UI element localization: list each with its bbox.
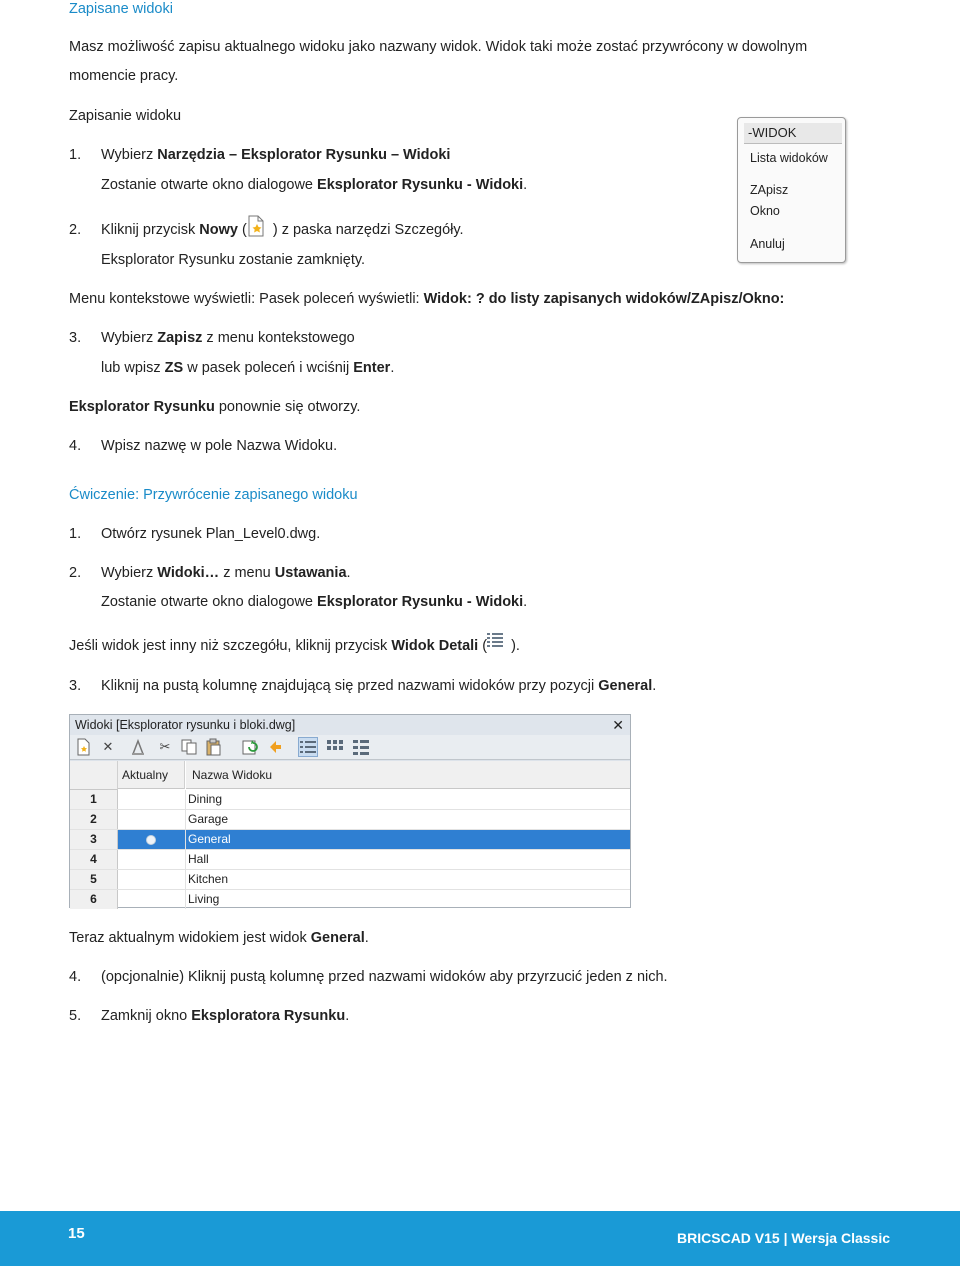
ex-step-5 — [69, 1007, 81, 1025]
detail-view-icon — [486, 631, 504, 649]
step-text: . — [523, 177, 528, 193]
menu-item-okno[interactable]: Okno — [750, 204, 780, 218]
list-view-icon[interactable] — [326, 738, 344, 756]
paste-icon[interactable] — [204, 738, 222, 756]
step-text: . — [346, 565, 351, 581]
row-number: 2 — [70, 810, 118, 829]
page-footer — [0, 1211, 960, 1266]
step-1-text — [101, 146, 450, 164]
step-bold: ZS — [164, 360, 184, 376]
current-cell[interactable] — [118, 870, 186, 889]
step-text: Wybierz — [101, 565, 158, 581]
new-view-icon — [247, 215, 265, 237]
step-number: 3. — [69, 678, 82, 694]
step-4 — [69, 437, 81, 455]
step-3 — [69, 329, 81, 347]
page-number: 15 — [68, 1225, 85, 1242]
row-number: 4 — [70, 850, 118, 869]
step-number: 1. — [69, 147, 82, 163]
help-icon[interactable] — [266, 738, 284, 756]
ex-step-2-text — [101, 564, 351, 582]
purge-icon[interactable] — [129, 738, 147, 756]
step-2-result: Eksplorator Rysunku zostanie zamknięty. — [101, 252, 366, 268]
row-number: 1 — [70, 790, 118, 809]
context-menu-header: -WIDOK — [744, 123, 842, 144]
step-bold: Widok Detali — [391, 638, 479, 654]
ex-step-2 — [69, 564, 81, 582]
table-row[interactable] — [70, 850, 630, 870]
reopen-text — [69, 398, 360, 416]
current-view-text — [69, 929, 369, 947]
step-3-alt — [101, 359, 394, 377]
current-cell[interactable] — [118, 890, 186, 909]
step-number: 5. — [69, 1008, 82, 1024]
current-cell[interactable] — [118, 810, 186, 829]
dialog-toolbar — [70, 735, 630, 760]
paren: ( — [478, 638, 488, 654]
step-bold: Eksplorator Rysunku - Widoki — [317, 594, 524, 610]
row-header-corner — [70, 761, 118, 790]
command-prompt-text — [69, 290, 784, 308]
menu-item-anuluj[interactable]: Anuluj — [750, 237, 785, 251]
step-bold: Widoki… — [157, 565, 220, 581]
ex-step-1 — [69, 525, 81, 543]
ex-step-2-result — [101, 593, 527, 611]
cut-icon[interactable]: ✂ — [159, 739, 171, 754]
selected-name-cell — [186, 830, 630, 849]
tree-view-icon[interactable] — [352, 738, 370, 756]
detail-view-text — [69, 637, 520, 655]
ex-step-4-text: (opcjonalnie) Kliknij pustą kolumnę przed nazwami widoków aby przyrzucić jeden z nich. — [101, 969, 668, 985]
subheading: Zapisanie widoku — [69, 108, 182, 124]
dialog-title-bar — [70, 715, 630, 735]
step-bold: Eksploratora Rysunku — [191, 1008, 346, 1024]
current-cell[interactable] — [118, 790, 186, 809]
step-number: 2. — [69, 565, 82, 581]
step-number: 2. — [69, 222, 82, 238]
step-4-text: Wpisz nazwę w pole Nazwa Widoku. — [101, 438, 338, 454]
views-table — [70, 761, 630, 907]
view-name[interactable]: Living — [188, 892, 220, 906]
views-dialog — [69, 714, 631, 908]
step-2-text — [101, 221, 464, 239]
menu-item-lista-widokow[interactable]: Lista widoków — [750, 151, 828, 165]
step-number: 4. — [69, 969, 82, 985]
step-bold: Enter — [353, 360, 391, 376]
step-text: ) z paska narzędzi Szczegóły. — [268, 222, 464, 238]
column-header-aktualny[interactable]: Aktualny — [118, 761, 185, 789]
step-text: lub wpisz — [101, 360, 165, 376]
step-bold: Narzędzia – Eksplorator Rysunku – Widoki — [157, 147, 451, 163]
step-text: Wybierz — [101, 330, 158, 346]
table-row[interactable] — [70, 890, 630, 909]
current-view-radio-icon — [146, 835, 156, 845]
table-row[interactable] — [70, 870, 630, 890]
step-bold: Eksplorator Rysunku — [69, 399, 215, 415]
step-bold: General — [310, 930, 365, 946]
exercise-title: Ćwiczenie: Przywrócenie zapisanego widoku — [69, 487, 358, 503]
step-text: . — [652, 678, 657, 694]
step-1 — [69, 146, 81, 164]
intro-text: Masz możliwość zapisu aktualnego widoku jako nazwany widok. Widok taki może zostać przywrócony w dowolnym — [69, 39, 808, 55]
step-text: Zamknij okno — [101, 1008, 192, 1024]
section-title: Zapisane widoki — [69, 1, 173, 17]
step-3-text — [101, 329, 355, 347]
step-text: Teraz aktualnym widokiem jest widok — [69, 930, 311, 946]
copy-icon[interactable] — [180, 738, 198, 756]
step-text: ponownie się otworzy. — [214, 399, 361, 415]
step-number: 3. — [69, 330, 82, 346]
step-bold: Eksplorator Rysunku - Widoki — [317, 177, 524, 193]
step-text: . — [345, 1008, 350, 1024]
row-number: 6 — [70, 890, 118, 909]
ex-step-1-text: Otwórz rysunek Plan_Level0.dwg. — [101, 526, 321, 542]
menu-item-zapisz[interactable]: ZApisz — [750, 183, 789, 197]
step-bold: Ustawania — [274, 565, 347, 581]
step-text: . — [364, 930, 369, 946]
current-cell[interactable] — [118, 850, 186, 869]
paren: ( — [237, 222, 247, 238]
ex-step-4 — [69, 968, 81, 986]
view-name[interactable]: General — [188, 832, 231, 846]
step-text: z menu kontekstowego — [202, 330, 355, 346]
step-text: Menu kontekstowe wyświetli: Pasek poleceń wyświetli: — [69, 291, 424, 307]
step-number: 4. — [69, 438, 82, 454]
step-text: . — [523, 594, 528, 610]
delete-icon[interactable]: ✕ — [102, 739, 114, 754]
row-number: 3 — [70, 830, 118, 849]
step-text: z menu — [219, 565, 275, 581]
step-text: Jeśli widok jest inny niż szczegółu, kliknij przycisk — [69, 638, 392, 654]
table-row[interactable] — [70, 810, 630, 830]
restore-icon[interactable] — [241, 738, 259, 756]
step-bold: Widok: ? do listy zapisanych widoków/ZApisz/Okno: — [423, 291, 785, 307]
view-name[interactable]: Kitchen — [188, 872, 229, 886]
context-menu — [737, 117, 846, 263]
close-icon[interactable]: ✕ — [612, 717, 624, 733]
step-bold: Nowy — [199, 222, 238, 238]
step-text: . — [390, 360, 395, 376]
detail-view-icon[interactable] — [298, 737, 318, 757]
step-text: Kliknij na pustą kolumnę znajdującą się przed nazwami widoków przy pozycji — [101, 678, 599, 694]
step-text: Wybierz — [101, 147, 158, 163]
ex-step-3 — [69, 677, 81, 695]
step-text: w pasek poleceń i wciśnij — [183, 360, 354, 376]
step-1-result — [101, 176, 527, 194]
intro-text-cont: momencie pracy. — [69, 68, 179, 84]
step-text: Kliknij przycisk — [101, 222, 200, 238]
step-bold: Zapisz — [157, 330, 203, 346]
step-bold: General — [598, 678, 653, 694]
row-number: 5 — [70, 870, 118, 889]
step-text: Zostanie otwarte okno dialogowe — [101, 594, 318, 610]
step-text: Zostanie otwarte okno dialogowe — [101, 177, 318, 193]
view-name[interactable]: Hall — [188, 852, 209, 866]
step-number: 1. — [69, 526, 82, 542]
view-name[interactable]: Dining — [188, 792, 223, 806]
column-header-nazwa[interactable]: Nazwa Widoku — [186, 761, 630, 789]
step-text: ). — [507, 638, 520, 654]
dialog-title: Widoki [Eksplorator rysunku i bloki.dwg] — [75, 718, 296, 732]
step-2 — [69, 221, 81, 239]
new-view-icon[interactable] — [75, 738, 93, 756]
view-name[interactable]: Garage — [188, 812, 229, 826]
table-row[interactable] — [70, 790, 630, 810]
ex-step-5-text — [101, 1007, 349, 1025]
current-cell[interactable] — [118, 830, 186, 849]
ex-step-3-text — [101, 677, 656, 695]
footer-brand: BRICSCAD V15 | Wersja Classic — [677, 1230, 890, 1246]
table-row-selected[interactable] — [70, 830, 630, 850]
